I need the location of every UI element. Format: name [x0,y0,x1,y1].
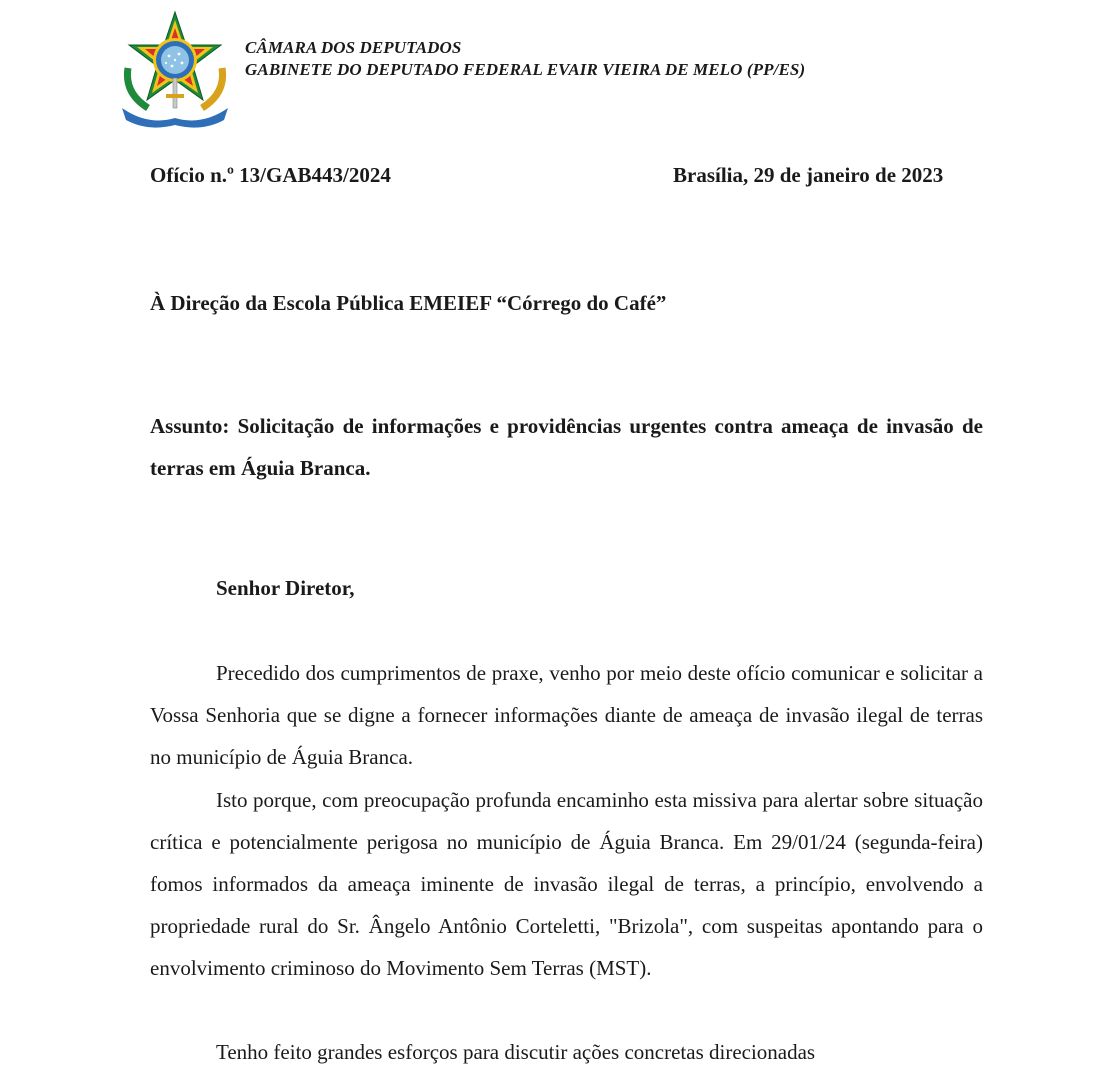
recipient-line: À Direção da Escola Pública EMEIEF “Córrego do Café” [150,291,667,315]
coat-of-arms-icon [118,8,232,128]
subject-text: : Solicitação de informações e providências urgentes contra ameaça de invasão de terras em Águia Branca. [150,414,983,480]
institution-name: CÂMARA DOS DEPUTADOS [245,38,462,57]
subject-label: Assunto [150,414,223,438]
salutation: Senhor Diretor, [216,576,355,600]
office-name: GABINETE DO DEPUTADO FEDERAL EVAIR VIEIRA DE MELO (PP/ES) [245,60,806,79]
letterhead [245,37,805,81]
document-number: Ofício n.º 13/GAB443/2024 [150,163,391,187]
body-paragraph-2: Isto porque, com preocupação profunda encaminho esta missiva para alertar sobre situação crítica e potencialmente perigosa no município de Águia Branca. Em 29/01/24 (segunda-feira) fomos informados da ameaça iminente de invasão ilegal de terras, a princípio, envolvendo a propriedade rural do Sr. Ângelo Antônio Corteletti, "Brizola", com suspeitas apontando para o envolvimento criminoso do Movimento Sem Terras (MST). [150,788,983,980]
body-paragraph-3: Tenho feito grandes esforços para discutir ações concretas direcionadas [216,1040,816,1064]
body-paragraph-1: Precedido dos cumprimentos de praxe, venho por meio deste ofício comunicar e solicitar a Vossa Senhoria que se digne a fornecer informações diante de ameaça de invasão ilegal de terras no município de Águia Branca. [150,661,983,769]
subject-block [150,405,983,489]
place-date: Brasília, 29 de janeiro de 2023 [673,163,944,187]
